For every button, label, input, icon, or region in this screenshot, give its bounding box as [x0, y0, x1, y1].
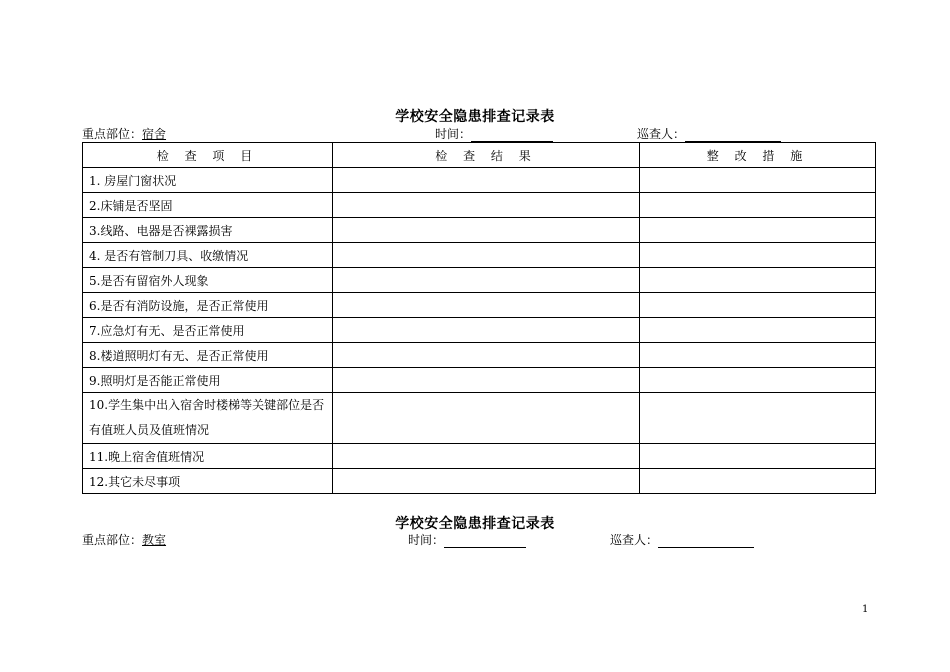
- inspector-blank[interactable]: [685, 129, 781, 142]
- item-cell: 1. 房屋门窗状况: [83, 168, 333, 193]
- table-row: [83, 343, 876, 368]
- item-cell: 5.是否有留宿外人现象: [83, 268, 333, 293]
- table-row: [83, 469, 876, 494]
- inspector-label: 巡查人：: [637, 127, 686, 141]
- table-row: [83, 293, 876, 318]
- inspector-blank[interactable]: [658, 535, 754, 548]
- measure-cell[interactable]: [640, 218, 876, 243]
- measure-cell[interactable]: [640, 168, 876, 193]
- form2-time: [408, 532, 526, 548]
- inspector-label: 巡查人：: [610, 533, 659, 547]
- result-cell[interactable]: [333, 243, 640, 268]
- table-row: [83, 268, 876, 293]
- result-cell[interactable]: [333, 293, 640, 318]
- measure-cell[interactable]: [640, 368, 876, 393]
- form2-title: 学校安全隐患排查记录表: [395, 516, 555, 532]
- item-cell: 2.床铺是否坚固: [83, 193, 333, 218]
- location-label: 重点部位：: [82, 127, 143, 141]
- time-label: 时间：: [435, 127, 472, 141]
- item-cell: 8.楼道照明灯有无、是否正常使用: [83, 343, 333, 368]
- time-label: 时间：: [408, 533, 445, 547]
- result-cell[interactable]: [333, 393, 640, 444]
- item-cell: 11.晚上宿舍值班情况: [83, 444, 333, 469]
- location-value: 宿舍: [142, 127, 167, 141]
- result-cell[interactable]: [333, 469, 640, 494]
- location-value: 教室: [142, 533, 167, 547]
- item-cell: 3.线路、电器是否裸露损害: [83, 218, 333, 243]
- time-blank[interactable]: [444, 535, 526, 548]
- result-cell[interactable]: [333, 193, 640, 218]
- table-row: [83, 168, 876, 193]
- result-cell[interactable]: [333, 168, 640, 193]
- table-row: [83, 368, 876, 393]
- form1-title: 学校安全隐患排查记录表: [395, 109, 555, 125]
- result-cell[interactable]: [333, 318, 640, 343]
- result-cell[interactable]: [333, 343, 640, 368]
- result-cell[interactable]: [333, 368, 640, 393]
- form1-time: [435, 126, 553, 142]
- measure-cell[interactable]: [640, 318, 876, 343]
- item-cell: 4. 是否有管制刀具、收缴情况: [83, 243, 333, 268]
- item-cell: 7.应急灯有无、是否正常使用: [83, 318, 333, 343]
- measure-cell[interactable]: [640, 268, 876, 293]
- form1-info-row: [82, 126, 882, 142]
- page-number: 1: [862, 604, 869, 615]
- measure-cell[interactable]: [640, 444, 876, 469]
- table-row: [83, 444, 876, 469]
- header-items: 检 查 项 目: [83, 143, 333, 168]
- measure-cell[interactable]: [640, 243, 876, 268]
- result-cell[interactable]: [333, 268, 640, 293]
- form2-inspector: [610, 532, 754, 548]
- table-row: [83, 218, 876, 243]
- location-label: 重点部位：: [82, 533, 143, 547]
- table-row: [83, 193, 876, 218]
- result-cell[interactable]: [333, 444, 640, 469]
- header-results: 检 查 结 果: [333, 143, 640, 168]
- measure-cell[interactable]: [640, 343, 876, 368]
- form2-info-row: [82, 532, 882, 548]
- item-cell: 9.照明灯是否能正常使用: [83, 368, 333, 393]
- form1-inspector: [637, 126, 781, 142]
- time-blank[interactable]: [471, 129, 553, 142]
- form1-location: [82, 126, 166, 142]
- measure-cell[interactable]: [640, 193, 876, 218]
- item-cell: 12.其它未尽事项: [83, 469, 333, 494]
- table-header-row: [83, 143, 876, 168]
- inspection-table: [82, 142, 876, 494]
- item-cell: 10.学生集中出入宿舍时楼梯等关键部位是否有值班人员及值班情况: [83, 393, 333, 444]
- measure-cell[interactable]: [640, 469, 876, 494]
- header-measures: 整 改 措 施: [640, 143, 876, 168]
- table-row: [83, 318, 876, 343]
- table-row: [83, 243, 876, 268]
- measure-cell[interactable]: [640, 393, 876, 444]
- result-cell[interactable]: [333, 218, 640, 243]
- form2-location: [82, 532, 166, 548]
- item-cell: 6.是否有消防设施，是否正常使用: [83, 293, 333, 318]
- table-row: [83, 393, 876, 444]
- measure-cell[interactable]: [640, 293, 876, 318]
